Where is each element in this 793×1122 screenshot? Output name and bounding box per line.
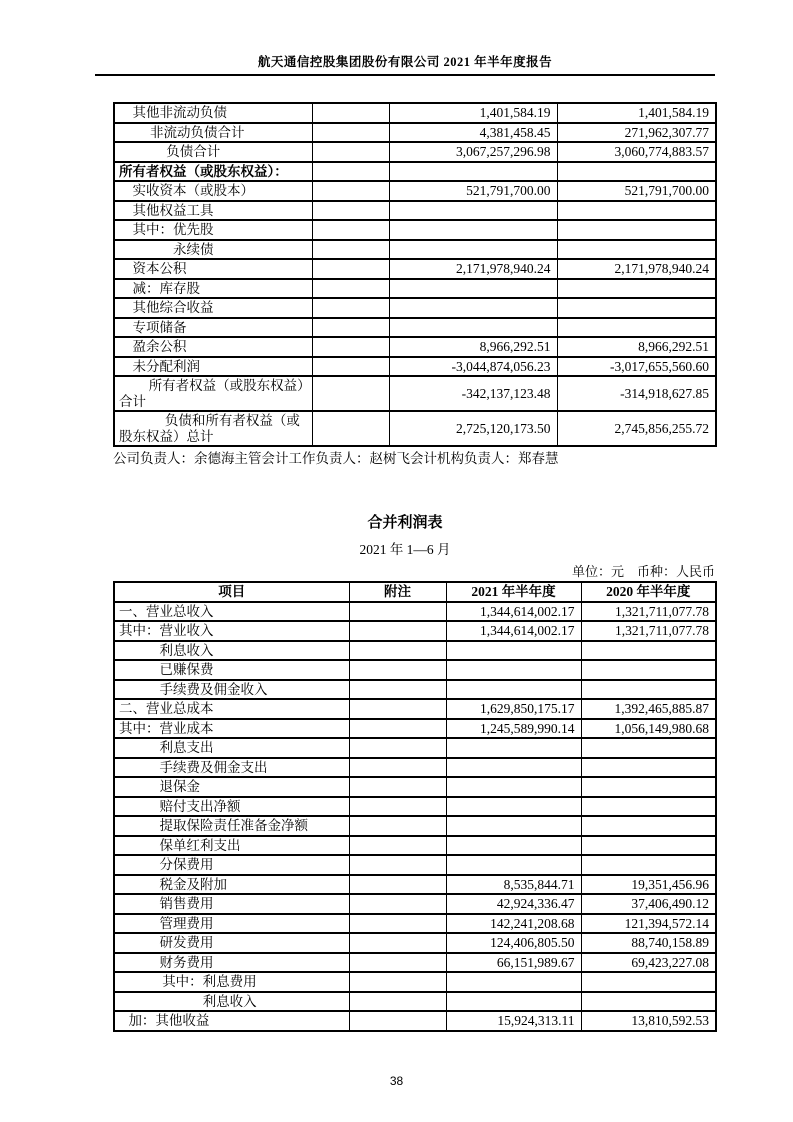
table-row [114,621,716,641]
value-current-period [389,201,557,221]
note-cell [312,411,389,446]
value-prior-period [581,738,716,758]
table-row [114,201,716,221]
value-prior-period: 1,056,149,980.68 [581,719,716,739]
row-label: 未分配利润 [114,357,312,377]
value-prior-period [581,660,716,680]
value-current-period [446,777,581,797]
row-label: 税金及附加 [114,875,349,895]
value-current-period: 66,151,989.67 [446,953,581,973]
value-current-period: 42,924,336.47 [446,894,581,914]
row-label: 其中：利息费用 [114,972,349,992]
value-prior-period [557,279,716,299]
value-current-period: 142,241,208.68 [446,914,581,934]
note-cell [312,123,389,143]
table-row [114,699,716,719]
value-current-period [446,816,581,836]
row-label: 利息支出 [114,738,349,758]
row-label: 提取保险责任准备金净额 [114,816,349,836]
row-label: 加：其他收益 [114,1011,349,1031]
value-current-period: 1,245,589,990.14 [446,719,581,739]
table-row [114,836,716,856]
table-row [114,240,716,260]
document-header [95,0,715,76]
note-cell [312,357,389,377]
value-prior-period: 3,060,774,883.57 [557,142,716,162]
note-cell [312,376,389,411]
unit-currency-note: 单位：元 币种：人民币 [571,564,715,579]
row-label: 非流动负债合计 [114,123,312,143]
value-current-period [446,738,581,758]
value-prior-period [557,298,716,318]
row-label: 所有者权益（或股东权益）： [114,162,312,182]
value-current-period [389,220,557,240]
income-statement-table [113,581,717,1032]
balance-sheet-body [114,103,716,446]
note-cell [312,279,389,299]
officers-line: 公司负责人：余德海主管会计工作负责人：赵树飞会计机构负责人：郑春慧 [113,451,559,466]
value-current-period: 8,535,844.71 [446,875,581,895]
column-header-2021: 2021 年半年度 [446,582,581,602]
value-prior-period [557,318,716,338]
table-row [114,933,716,953]
value-prior-period [581,641,716,661]
table-row [114,259,716,279]
column-header-2020: 2020 年半年度 [581,582,716,602]
note-cell [312,103,389,123]
row-label: 资本公积 [114,259,312,279]
table-row [114,953,716,973]
value-prior-period [557,240,716,260]
row-label: 退保金 [114,777,349,797]
value-prior-period [581,797,716,817]
row-label: 管理费用 [114,914,349,934]
note-cell [312,298,389,318]
value-current-period [446,758,581,778]
value-current-period: 2,171,978,940.24 [389,259,557,279]
value-prior-period: 2,171,978,940.24 [557,259,716,279]
value-current-period [446,660,581,680]
note-cell [349,855,446,875]
value-prior-period [581,758,716,778]
value-prior-period [581,680,716,700]
value-prior-period: 1,321,711,077.78 [581,621,716,641]
value-current-period: 1,344,614,002.17 [446,602,581,622]
note-cell [349,836,446,856]
value-prior-period [581,816,716,836]
note-cell [349,602,446,622]
value-current-period [446,855,581,875]
value-prior-period: 69,423,227.08 [581,953,716,973]
note-cell [312,259,389,279]
table-row [114,142,716,162]
balance-sheet-table [113,102,717,447]
value-prior-period: 521,791,700.00 [557,181,716,201]
value-current-period [389,279,557,299]
row-label: 手续费及佣金支出 [114,758,349,778]
note-cell [349,953,446,973]
row-label: 保单红利支出 [114,836,349,856]
row-label: 永续债 [114,240,312,260]
value-prior-period: 19,351,456.96 [581,875,716,895]
note-cell [349,660,446,680]
row-label: 其他非流动负债 [114,103,312,123]
note-cell [349,699,446,719]
table-row [114,318,716,338]
value-current-period [446,992,581,1012]
note-cell [349,758,446,778]
note-cell [312,201,389,221]
value-prior-period [581,777,716,797]
value-current-period [446,972,581,992]
value-prior-period [581,992,716,1012]
note-cell [349,777,446,797]
value-current-period: 2,725,120,173.50 [389,411,557,446]
table-row [114,680,716,700]
note-cell [349,680,446,700]
table-row [114,103,716,123]
note-cell [349,992,446,1012]
value-prior-period [557,201,716,221]
table-row [114,855,716,875]
note-cell [349,738,446,758]
value-current-period [446,680,581,700]
value-prior-period: 2,745,856,255.72 [557,411,716,446]
row-label: 其他综合收益 [114,298,312,318]
value-current-period [389,240,557,260]
value-prior-period: 37,406,490.12 [581,894,716,914]
value-prior-period: 271,962,307.77 [557,123,716,143]
income-statement-period: 2021 年 1—6 月 [359,542,451,557]
table-row [114,162,716,182]
value-current-period: 124,406,805.50 [446,933,581,953]
value-prior-period: -314,918,627.85 [557,376,716,411]
value-current-period: 1,629,850,175.17 [446,699,581,719]
note-cell [312,220,389,240]
column-header-item: 项目 [114,582,349,602]
value-current-period: -342,137,123.48 [389,376,557,411]
page-content [95,0,715,1032]
value-current-period: 4,381,458.45 [389,123,557,143]
row-label: 财务费用 [114,953,349,973]
table-row [114,181,716,201]
note-cell [312,318,389,338]
row-label: 减：库存股 [114,279,312,299]
value-current-period: 15,924,313.11 [446,1011,581,1031]
note-cell [312,142,389,162]
note-cell [349,1011,446,1031]
income-statement-title: 合并利润表 [367,515,443,531]
row-label: 赔付支出净额 [114,797,349,817]
value-current-period: 521,791,700.00 [389,181,557,201]
row-label: 盈余公积 [114,337,312,357]
table-row [114,914,716,934]
row-label: 其中：营业收入 [114,621,349,641]
income-statement-header-row [114,582,716,602]
note-cell [349,933,446,953]
table-row [114,376,716,411]
row-label: 销售费用 [114,894,349,914]
value-current-period [389,318,557,338]
note-cell [349,914,446,934]
column-header-note: 附注 [349,582,446,602]
note-cell [349,816,446,836]
table-row [114,1011,716,1031]
value-current-period: 1,401,584.19 [389,103,557,123]
row-label: 专项储备 [114,318,312,338]
table-row [114,875,716,895]
value-prior-period: 121,394,572.14 [581,914,716,934]
row-label: 二、营业总成本 [114,699,349,719]
table-row [114,298,716,318]
note-cell [349,621,446,641]
note-cell [312,181,389,201]
table-row [114,972,716,992]
row-label: 利息收入 [114,641,349,661]
row-label: 其中：营业成本 [114,719,349,739]
row-label: 一、营业总收入 [114,602,349,622]
note-cell [349,719,446,739]
value-prior-period: -3,017,655,560.60 [557,357,716,377]
note-cell [349,875,446,895]
row-label: 研发费用 [114,933,349,953]
row-label: 其中：优先股 [114,220,312,240]
row-label: 已赚保费 [114,660,349,680]
note-cell [312,162,389,182]
table-row [114,992,716,1012]
table-row [114,411,716,446]
value-prior-period [581,855,716,875]
value-prior-period [581,972,716,992]
value-current-period [446,797,581,817]
row-label: 负债合计 [114,142,312,162]
note-cell [349,894,446,914]
row-label: 利息收入 [114,992,349,1012]
value-prior-period: 1,401,584.19 [557,103,716,123]
value-prior-period [581,836,716,856]
value-prior-period: 8,966,292.51 [557,337,716,357]
table-row [114,738,716,758]
note-cell [312,240,389,260]
value-current-period: 3,067,257,296.98 [389,142,557,162]
row-label: 所有者权益（或股东权益）合计 [114,376,312,411]
note-cell [349,641,446,661]
table-row [114,279,716,299]
value-prior-period [557,162,716,182]
note-cell [349,797,446,817]
row-label: 负债和所有者权益（或股东权益）总计 [114,411,312,446]
document-header-text: 航天通信控股集团股份有限公司 2021 年半年度报告 [257,55,553,69]
value-prior-period: 88,740,158.89 [581,933,716,953]
value-current-period [446,836,581,856]
income-statement-body [114,602,716,1031]
value-prior-period [557,220,716,240]
value-prior-period: 1,392,465,885.87 [581,699,716,719]
table-row [114,894,716,914]
value-current-period [389,298,557,318]
value-prior-period: 13,810,592.53 [581,1011,716,1031]
table-row [114,602,716,622]
table-row [114,816,716,836]
table-row [114,337,716,357]
table-row [114,660,716,680]
row-label: 手续费及佣金收入 [114,680,349,700]
table-row [114,758,716,778]
table-row [114,641,716,661]
table-row [114,797,716,817]
value-current-period: 1,344,614,002.17 [446,621,581,641]
table-row [114,123,716,143]
row-label: 实收资本（或股本） [114,181,312,201]
table-row [114,220,716,240]
value-current-period [389,162,557,182]
row-label: 其他权益工具 [114,201,312,221]
row-label: 分保费用 [114,855,349,875]
page-number: 38 [389,1074,404,1088]
table-row [114,357,716,377]
value-prior-period: 1,321,711,077.78 [581,602,716,622]
table-row [114,719,716,739]
value-current-period: 8,966,292.51 [389,337,557,357]
table-row [114,777,716,797]
value-current-period: -3,044,874,056.23 [389,357,557,377]
note-cell [349,972,446,992]
value-current-period [446,641,581,661]
note-cell [312,337,389,357]
